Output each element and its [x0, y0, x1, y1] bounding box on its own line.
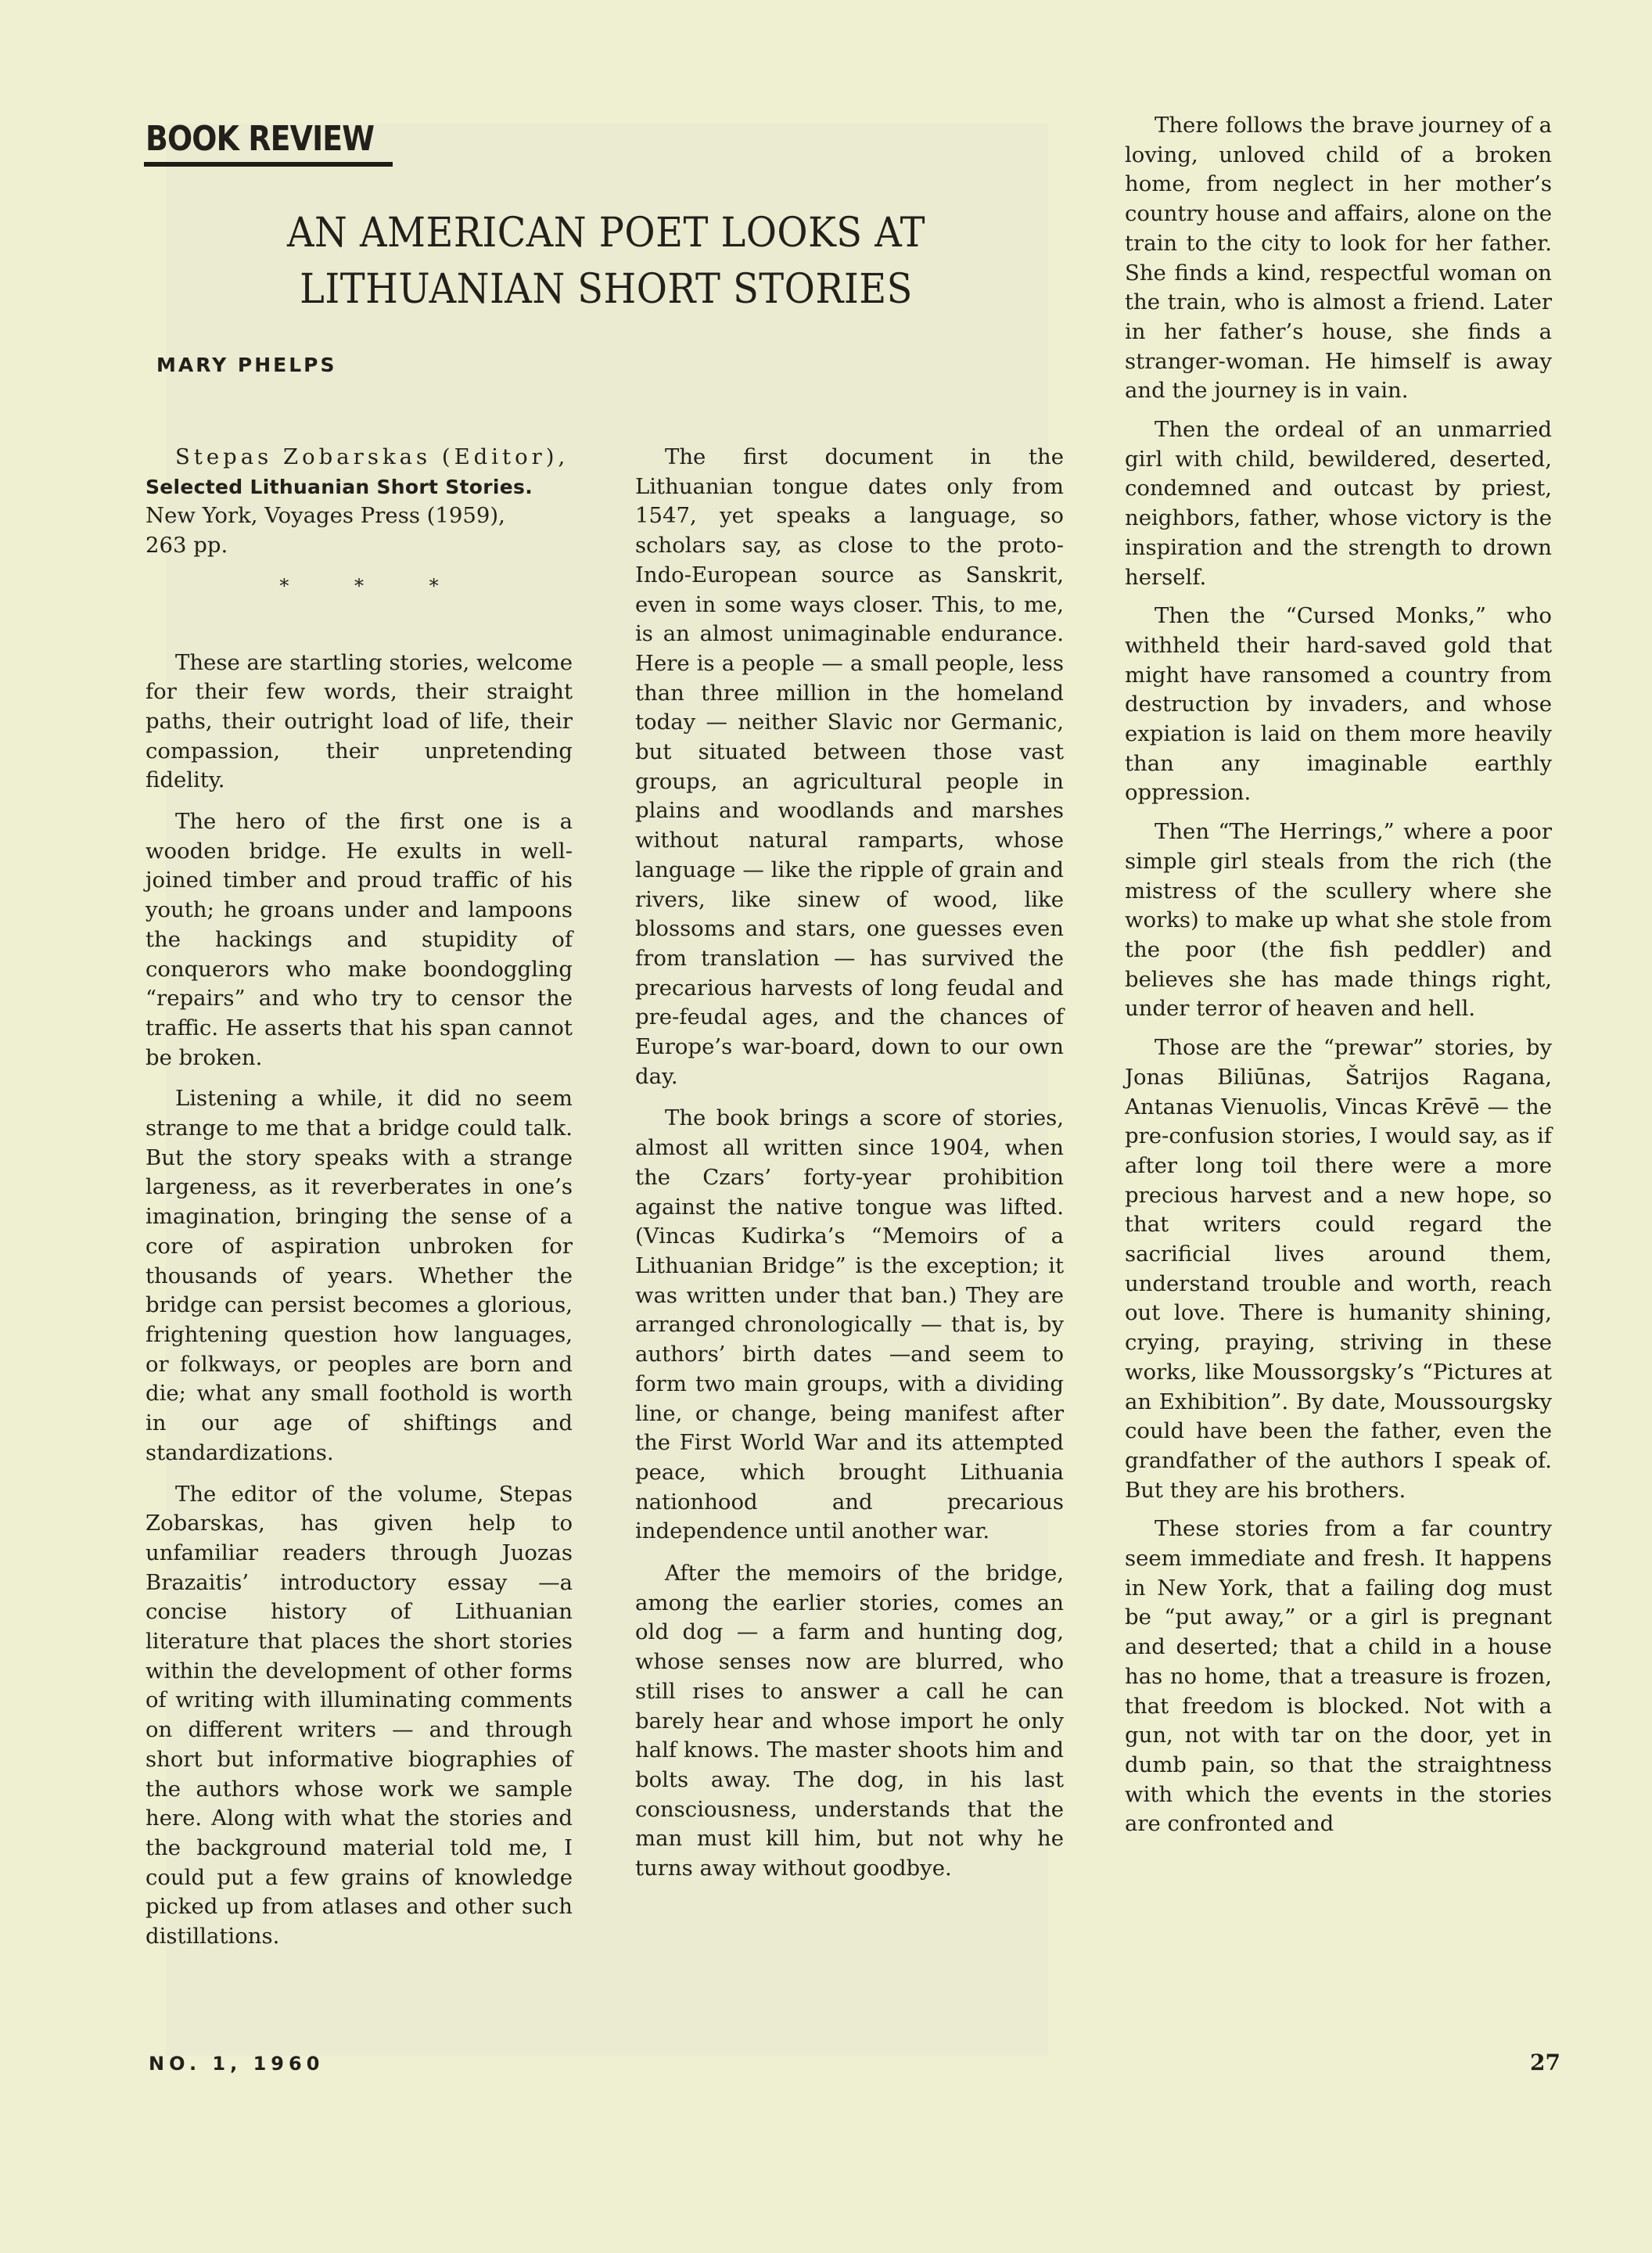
article-title-line-1: AN AMERICAN POET LOOKS AT [287, 210, 925, 257]
section-separator: * * * [279, 574, 469, 597]
bibliography [145, 443, 573, 561]
issue-label: NO. 1, 1960 [149, 2053, 325, 2075]
paragraph: Listening a while, it did no seem strange to me that a bridge could talk. But the story speaks with a strange largeness, as it reverberates in one’s imagination, bringing the sense of a core of aspiration unbroken for thousands of years. Whether the bridge can persist becomes a glorious, frightening question how languages, or folkways, or peoples are born and die; what any small foothold is worth in our age of shiftings and standardizations. [145, 1086, 573, 1465]
page-number: 27 [1530, 2050, 1560, 2075]
author-byline: MARY PHELPS [156, 354, 337, 376]
paragraph: Then “The Herrings,” where a poor simple girl steals from the rich (the mistress of the scullery where she works) to make up what she stole from the poor (the fish peddler) and believes she has made things right, under terror of heaven and hell. [1125, 819, 1552, 1022]
paragraph: The book brings a score of stories, almost all written since 1904, when the Czars’ forty-year prohibition against the native tongue was lifted. (Vincas Kudirka’s “Memoirs of a Lithuanian Bridge” is the exception; it was written under that ban.) They are arranged chronologically — that is, by authors’ birth dates —and seem to form two main groups, with a dividing line, or change, being manifest after the First World War and its attempted peace, which brought Lithuania nationhood and precarious independence until another war. [635, 1105, 1064, 1544]
bibliography-publisher: New York, Voyages Press (1959), [145, 503, 505, 529]
paragraph: Those are the “prewar” stories, by Jonas Biliūnas, Šatrijos Ragana, Antanas Vienuolis, Vincas Krēvē — the pre-confusion stories, I would say, as if after long toil there were a more precious harvest and a new hope, so that writers could regard the sacrificial lives around them, understand trouble and worth, reach out love. There is humanity shining, crying, praying, striving in these works, like Moussorgsky’s “Pictures at an Exhibition”. By date, Moussourgsky could have been the father, even the grandfather of the authors I speak of. But they are his brothers. [1125, 1035, 1552, 1503]
paragraph: The first document in the Lithuanian tongue dates only from 1547, yet speaks a language, so scholars say, as close to the proto-Indo-European source as Sanskrit, even in some ways closer. This, to me, is an almost unimaginable endurance. Here is a people — a small people, less than three million in the homeland today — neither Slavic nor Germanic, but situated between those vast groups, an agricultural people in plains and woodlands and marshes without natural ramparts, whose language — like the ripple of grain and rivers, like sinew of wood, like blossoms and stars, one guesses even from translation — has survived the precarious harvests of long feudal and pre-feudal ages, and the chances of Europe’s war-board, down to our own day. [635, 444, 1064, 1089]
paragraph: Then the ordeal of an unmarried girl with child, bewildered, deserted, condemned and outcast by priest, neighbors, father, whose victory is the inspiration and the strength to drown herself. [1125, 417, 1552, 590]
section-underline [144, 162, 393, 167]
bibliography-book-title: Selected Lithuanian Short Stories. [145, 475, 533, 498]
column-left-body [145, 649, 573, 1952]
paragraph: The editor of the volume, Stepas Zobarskas, has given help to unfamiliar readers through Juozas Brazaitis’ introductory essay —a concise history of Lithuanian literature that places the short stories within the development of other forms of writing with illuminating comments on different writers — and through short but informative biographies of the authors whose work we sample here. Along with what the stories and the background material told me, I could put a few grains of knowledge picked up from atlases and other such distillations. [145, 1481, 573, 1949]
bibliography-editor: Stepas Zobarskas (Editor), [175, 444, 569, 469]
paragraph: These are startling stories, welcome for their few words, their straight paths, their outright load of life, their compassion, their unpretending fidelity. [145, 649, 573, 793]
column-middle [635, 443, 1064, 1884]
section-label: BOOK REVIEW [145, 119, 375, 159]
paragraph: Then the “Cursed Monks,” who withheld their hard-saved gold that might have ransomed a country from destruction by invaders, and whose expiation is laid on them more heavily than any imaginable earthly oppression. [1125, 603, 1552, 806]
paragraph: There follows the brave journey of a loving, unloved child of a broken home, from neglect in her mother’s country house and affairs, alone on the train to the city to look for her father. She finds a kind, respectful woman on the train, who is almost a friend. Later in her father’s house, she finds a stranger-woman. He himself is away and the journey is in vain. [1125, 113, 1552, 404]
bibliography-pages: 263 pp. [145, 533, 228, 559]
paragraph: These stories from a far country seem immediate and fresh. It happens in New York, that a failing dog must be “put away,” or a girl is pregnant and deserted; that a child in a house has no home, that a treasure is frozen, that freedom is blocked. Not with a gun, not with tar on the door, yet in dumb pain, so that the straightness with which the events in the stories are confronted and [1125, 1516, 1552, 1837]
column-right [1125, 111, 1552, 1839]
paragraph: The hero of the first one is a wooden bridge. He exults in well-joined timber and proud traffic of his youth; he groans under and lampoons the hackings and stupidity of conquerors who make boondoggling “repairs” and who try to censor the traffic. He asserts that his span cannot be broken. [145, 809, 573, 1070]
article-title-line-2: LITHUANIAN SHORT STORIES [300, 266, 913, 313]
article-title [214, 205, 999, 318]
column-left [145, 443, 573, 1952]
paragraph: After the memoirs of the bridge, among the earlier stories, comes an old dog — a farm and hunting dog, whose senses now are blurred, who still rises to answer a call he can barely hear and whose import he only half knows. The master shoots him and bolts away. The dog, in his last consciousness, understands that the man must kill him, but not why he turns away without goodbye. [635, 1561, 1064, 1881]
